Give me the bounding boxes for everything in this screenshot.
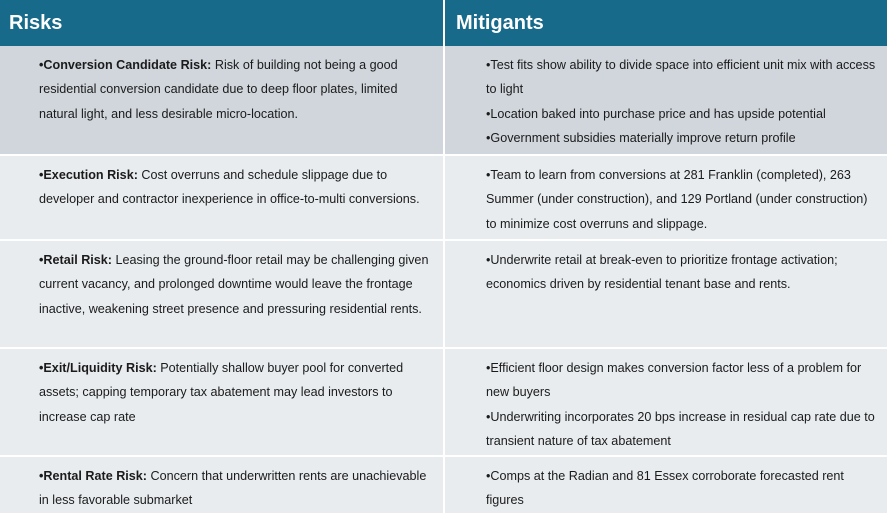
mitigant-cell-exit-liquidity [445,349,887,455]
mitigant-item: •Comps at the Radian and 81 Essex corroborate forecasted rent figures [486,469,844,508]
mitigant-item: •Underwrite retail at break-even to prioritize frontage activation; economics driven by residential tenant base and rents. [486,253,838,292]
mitigant-cell-retail [445,241,887,347]
risk-description: Cost overruns and schedule slippage due to developer and contractor inexperience in office-to-multi conversions. [39,168,420,207]
mitigant-item: •Government subsidies materially improve return profile [486,130,796,145]
risks-header: Risks [0,0,443,46]
risk-cell-conversion-candidate [0,46,443,154]
risk-description: Potentially shallow buyer pool for converted assets; capping temporary tax abatement may lead investors to increase cap rate [39,361,404,424]
risk-title: •Retail Risk: [39,253,112,267]
risk-description: Concern that underwritten rents are unachievable in less favorable submarket [39,469,427,508]
mitigant-item: •Underwriting incorporates 20 bps increase in residual cap rate due to transient nature of tax abatement [486,409,875,448]
mitigant-cell-execution [445,156,887,239]
risk-cell-exit-liquidity [0,349,443,455]
risk-cell-retail [0,241,443,347]
mitigant-item: •Team to learn from conversions at 281 Franklin (completed), 263 Summer (under construction), and 129 Portland (under construction) to minimize cost overruns and slippage. [486,168,868,231]
risk-title: •Rental Rate Risk: [39,469,147,483]
mitigant-item: •Test fits show ability to divide space into efficient unit mix with access to light [486,58,876,97]
mitigant-cell-rental-rate [445,457,887,513]
mitigant-item: •Efficient floor design makes conversion factor less of a problem for new buyers [486,361,862,400]
risk-title: •Exit/Liquidity Risk: [39,361,157,375]
risk-title: •Conversion Candidate Risk: [39,58,212,72]
risk-cell-rental-rate [0,457,443,513]
risk-description: Leasing the ground-floor retail may be challenging given current vacancy, and prolonged downtime would leave the frontage inactive, weakening street presence and pressuring residential rents. [39,253,429,316]
mitigant-item: •Location baked into purchase price and has upside potential [486,106,826,121]
risk-description: Risk of building not being a good residential conversion candidate due to deep floor plates, limited natural light, and less desirable micro-location. [39,58,398,121]
risk-cell-execution [0,156,443,239]
mitigants-header: Mitigants [445,0,887,46]
mitigant-cell-conversion-candidate [445,46,887,154]
risk-title: •Execution Risk: [39,168,138,182]
